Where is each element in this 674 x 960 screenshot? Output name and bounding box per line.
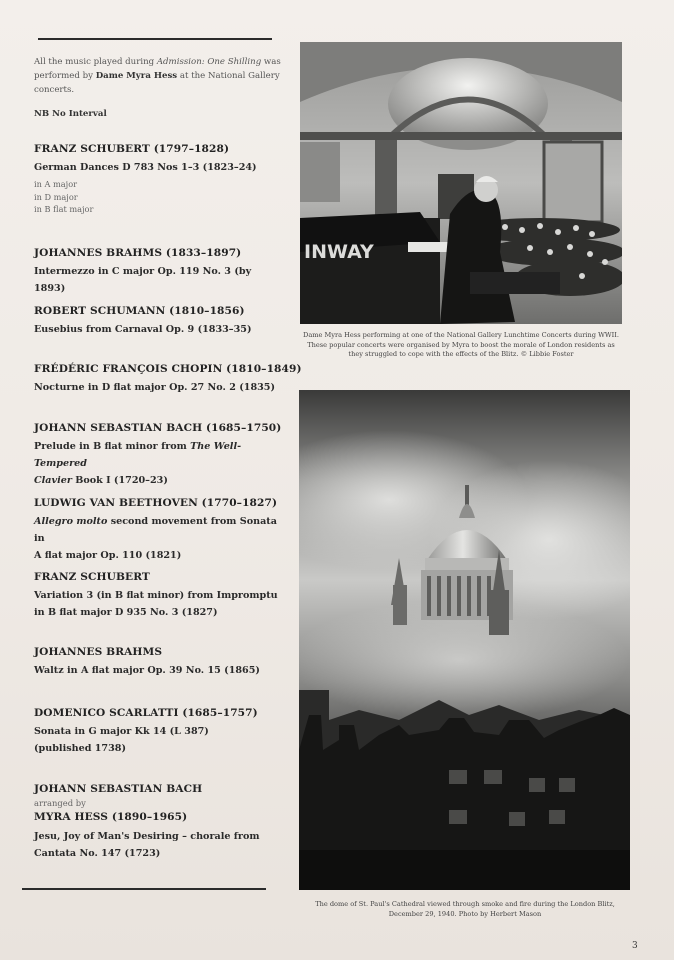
concert-hall-image bbox=[300, 42, 622, 324]
programme-item bbox=[34, 706, 284, 757]
work-title: Variation 3 (in B flat minor) from Impromptu in B flat major D 935 No. 3 (1827) bbox=[34, 590, 278, 618]
programme-item bbox=[34, 421, 284, 489]
programme-item bbox=[34, 782, 284, 862]
programme-item bbox=[34, 304, 284, 338]
work-title: Eusebius from Carnaval Op. 9 (1833–35) bbox=[34, 324, 252, 335]
top-rule bbox=[38, 38, 272, 40]
concert-photo bbox=[300, 42, 622, 324]
composer-name: FRÉDÉRIC FRANÇOIS CHOPIN (1810–1849) bbox=[34, 363, 302, 375]
arranger-name: MYRA HESS (1890–1965) bbox=[34, 811, 188, 823]
programme-item bbox=[34, 496, 284, 564]
work-title: Jesu, Joy of Man's Desiring – chorale from Cantata No. 147 (1723) bbox=[34, 831, 260, 859]
intro-block bbox=[34, 55, 284, 119]
nb-note: NB No Interval bbox=[34, 109, 107, 119]
work-title: Sonata in G major Kk 14 (L 387) (published 1738) bbox=[34, 726, 209, 754]
st-pauls-image bbox=[299, 390, 630, 890]
work-title: Nocturne in D flat major Op. 27 No. 2 (1835) bbox=[34, 382, 276, 393]
bottom-rule bbox=[22, 888, 266, 890]
composer-name: LUDWIG VAN BEETHOVEN (1770–1827) bbox=[34, 497, 278, 509]
work-title: Waltz in A flat major Op. 39 No. 15 (1865) bbox=[34, 665, 260, 676]
programme-item bbox=[34, 362, 302, 396]
composer-name: JOHANN SEBASTIAN BACH (1685–1750) bbox=[34, 422, 282, 434]
key-list: in A major in D major in B flat major bbox=[34, 179, 94, 214]
composer-name: JOHANN SEBASTIAN BACH bbox=[34, 783, 203, 795]
composer-name: DOMENICO SCARLATTI (1685–1757) bbox=[34, 707, 258, 719]
page-number: 3 bbox=[632, 941, 638, 951]
st-pauls-photo bbox=[299, 390, 630, 890]
programme-item bbox=[34, 645, 284, 679]
concert-photo-caption: Dame Myra Hess performing at one of the National Gallery Lunchtime Concerts during WWII. These popular concerts were organised by Myra to boost the morale of London residents as they struggled to cope with the effects of the Blitz. © Libbie Foster bbox=[303, 331, 619, 358]
work-title: Intermezzo in C major Op. 119 No. 3 (by 1893) bbox=[34, 266, 252, 294]
work-title: Prelude in B flat minor from The Well-Tempered Clavier Book I (1720–23) bbox=[34, 441, 242, 486]
composer-name: JOHANNES BRAHMS (1833–1897) bbox=[34, 247, 242, 259]
piano-brand-text: INWAY bbox=[304, 241, 374, 263]
composer-name: FRANZ SCHUBERT bbox=[34, 571, 150, 583]
arranged-by-label: arranged by bbox=[34, 798, 86, 808]
intro-text: All the music played during Admission: One Shilling was performed by Dame Myra Hess at the National Gallery concerts. bbox=[34, 57, 281, 95]
composer-name: ROBERT SCHUMANN (1810–1856) bbox=[34, 305, 245, 317]
work-title: German Dances D 783 Nos 1–3 (1823–24) bbox=[34, 162, 257, 173]
composer-name: JOHANNES BRAHMS bbox=[34, 646, 163, 658]
work-title: Allegro molto second movement from Sonata in A flat major Op. 110 (1821) bbox=[34, 516, 277, 561]
st-pauls-photo-caption: The dome of St. Paul's Cathedral viewed through smoke and fire during the London Blitz, December 29, 1940. Photo by Herbert Mason bbox=[315, 900, 615, 918]
programme-item bbox=[34, 570, 284, 621]
composer-name: FRANZ SCHUBERT (1797–1828) bbox=[34, 143, 230, 155]
programme-item bbox=[34, 142, 284, 216]
programme-item bbox=[34, 246, 284, 297]
